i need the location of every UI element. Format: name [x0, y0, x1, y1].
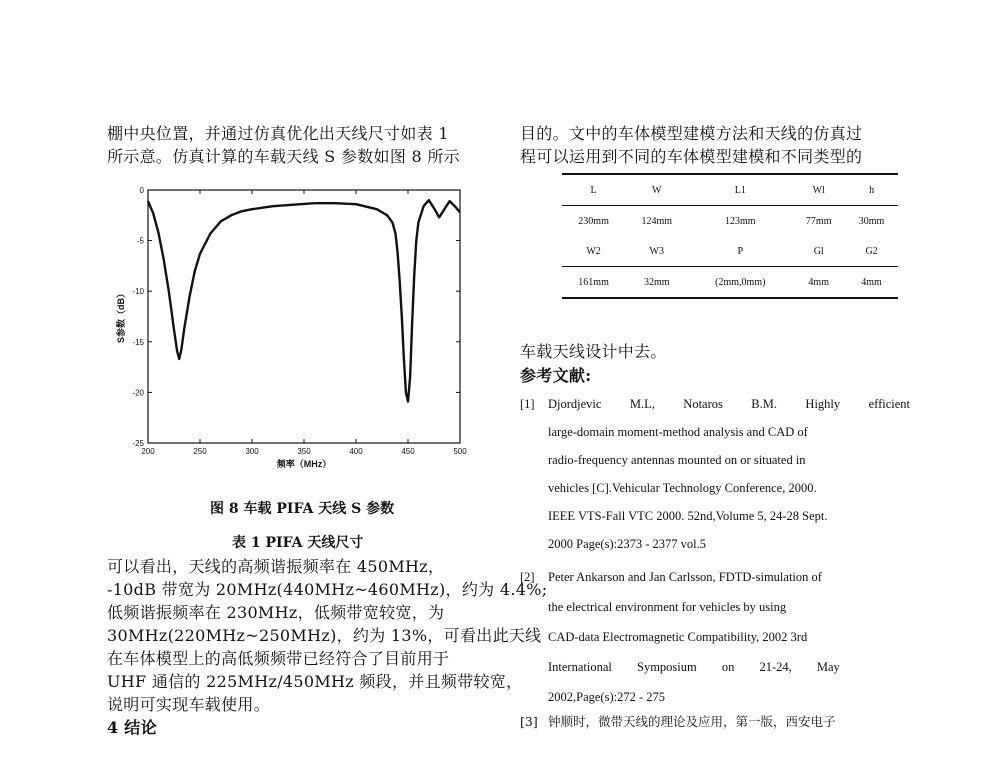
body-line: 在车体模型上的高低频频带已经符合了目前用于 — [107, 649, 450, 668]
reference-entry — [520, 390, 910, 558]
x-tick-label: 250 — [193, 447, 207, 456]
table-cell: 77mm — [805, 215, 832, 227]
x-tick-label: 400 — [349, 447, 363, 456]
table-cell: G2 — [865, 245, 878, 257]
x-tick-label: 300 — [245, 447, 259, 456]
table-cell: 4mm — [808, 276, 829, 288]
table-cell: L1 — [734, 184, 746, 196]
reference-line: large-domain moment-method analysis and CAD of — [548, 425, 808, 439]
left-intro-line: 棚中央位置，并通过仿真优化出天线尺寸如表 1 — [107, 124, 449, 143]
table-cell: W — [652, 184, 662, 196]
left-body — [107, 555, 548, 739]
reference-number: [1] — [520, 397, 535, 411]
table-cell: Gl — [813, 245, 824, 257]
reference-line: 钟顺时，微带天线的理论及应用，第一版，西安电子 — [548, 714, 836, 729]
y-tick-label: 0 — [139, 186, 144, 195]
table-cell: P — [737, 245, 744, 257]
y-tick-label: -10 — [132, 287, 144, 297]
s11-curve — [148, 200, 460, 401]
table-cell: 123mm — [725, 215, 756, 227]
body-line: -10dB 带宽为 20MHz(440MHz~460MHz)，约为 4.4%; — [107, 580, 548, 599]
table-cell: W2 — [586, 245, 601, 257]
table-cell: 32mm — [643, 276, 670, 288]
body-line: 说明可实现车载使用。 — [107, 695, 271, 714]
y-tick-label: -15 — [132, 337, 144, 347]
table-row — [562, 267, 898, 298]
table-cell: (2mm,0mm) — [715, 276, 766, 288]
right-intro — [520, 122, 920, 168]
body-line: UHF 通信的 225MHz/450MHz 频段，并且频带较宽， — [107, 672, 523, 691]
y-axis-label: S参数（dB） — [116, 288, 126, 344]
left-intro-line: 所示意。仿真计算的车载天线 S 参数如图 8 所示 — [107, 147, 460, 166]
reference-number: [3] — [520, 714, 538, 729]
references-list — [520, 390, 910, 732]
table-cell: 161mm — [578, 276, 609, 288]
table-cell: 230mm — [578, 215, 609, 227]
reference-line: 2000 Page(s):2373 - 2377 vol.5 — [548, 537, 706, 551]
x-tick-label: 350 — [297, 447, 311, 456]
left-intro — [107, 122, 492, 168]
reference-line: vehicles [C].Vehicular Technology Conference, 2000. — [548, 481, 817, 495]
table-cell: h — [869, 184, 875, 196]
right-intro-line: 程可以运用到不同的车体模型建模和不同类型的 — [520, 147, 863, 166]
y-tick-label: -20 — [132, 388, 144, 398]
table-cell: 30mm — [858, 215, 885, 227]
reference-line: Peter Ankarson and Jan Carlsson, FDTD-simulation of — [548, 570, 822, 584]
reference-line: radio-frequency antennas mounted on or situated in — [548, 453, 806, 467]
reference-line: IEEE VTS-Fall VTC 2000. 52nd,Volume 5, 24-28 Sept. — [548, 509, 828, 523]
right-intro-line: 目的。文中的车体模型建模方法和天线的仿真过 — [520, 124, 863, 143]
x-axis-label: 频率（MHz） — [276, 459, 332, 469]
table-cell: 124mm — [641, 215, 673, 227]
table-cell: Wl — [812, 184, 825, 196]
reference-entry — [520, 562, 910, 712]
body-line: 30MHz(220MHz~250MHz)，约为 13%，可看出此天线 — [107, 626, 542, 645]
reference-line: International Symposium on 21-24, May — [548, 660, 840, 674]
references-heading: 参考文献: — [520, 366, 592, 385]
table-cell: W3 — [649, 245, 664, 257]
reference-line: the electrical environment for vehicles by using — [548, 600, 787, 614]
reference-line: CAD-data Electromagnetic Compatibility, 2002 3rd — [548, 630, 808, 644]
y-tick-label: -5 — [136, 236, 144, 246]
table-row — [562, 236, 898, 267]
reference-entry — [520, 712, 910, 732]
table-row — [562, 175, 898, 206]
s-parameter-chart — [108, 182, 488, 472]
y-tick-label: -25 — [132, 439, 144, 448]
after-table-text: 车载天线设计中去。 — [520, 342, 667, 361]
table-cell: 4mm — [861, 276, 882, 288]
table-cell: L — [590, 184, 597, 196]
x-tick-label: 500 — [453, 447, 467, 456]
x-tick-label: 450 — [401, 447, 415, 456]
body-line: 可以看出，天线的高频谐振频率在 450MHz， — [107, 557, 445, 576]
reference-line: Djordjevic M.L, Notaros B.M. Highly efficient — [548, 397, 910, 411]
table-row — [562, 206, 898, 237]
body-line: 低频谐振频率在 230MHz，低频带宽较宽，为 — [107, 603, 445, 622]
x-tick-label: 200 — [141, 447, 155, 456]
dimension-table — [562, 173, 898, 299]
reference-number: [2] — [520, 570, 535, 584]
figure-caption: 图 8 车载 PIFA 天线 S 参数 — [210, 501, 395, 517]
section-heading: 4 结论 — [107, 718, 157, 737]
table-caption: 表 1 PIFA 天线尺寸 — [232, 535, 364, 551]
chart-svg — [108, 182, 488, 472]
reference-line: 2002,Page(s):272 - 275 — [548, 690, 665, 704]
